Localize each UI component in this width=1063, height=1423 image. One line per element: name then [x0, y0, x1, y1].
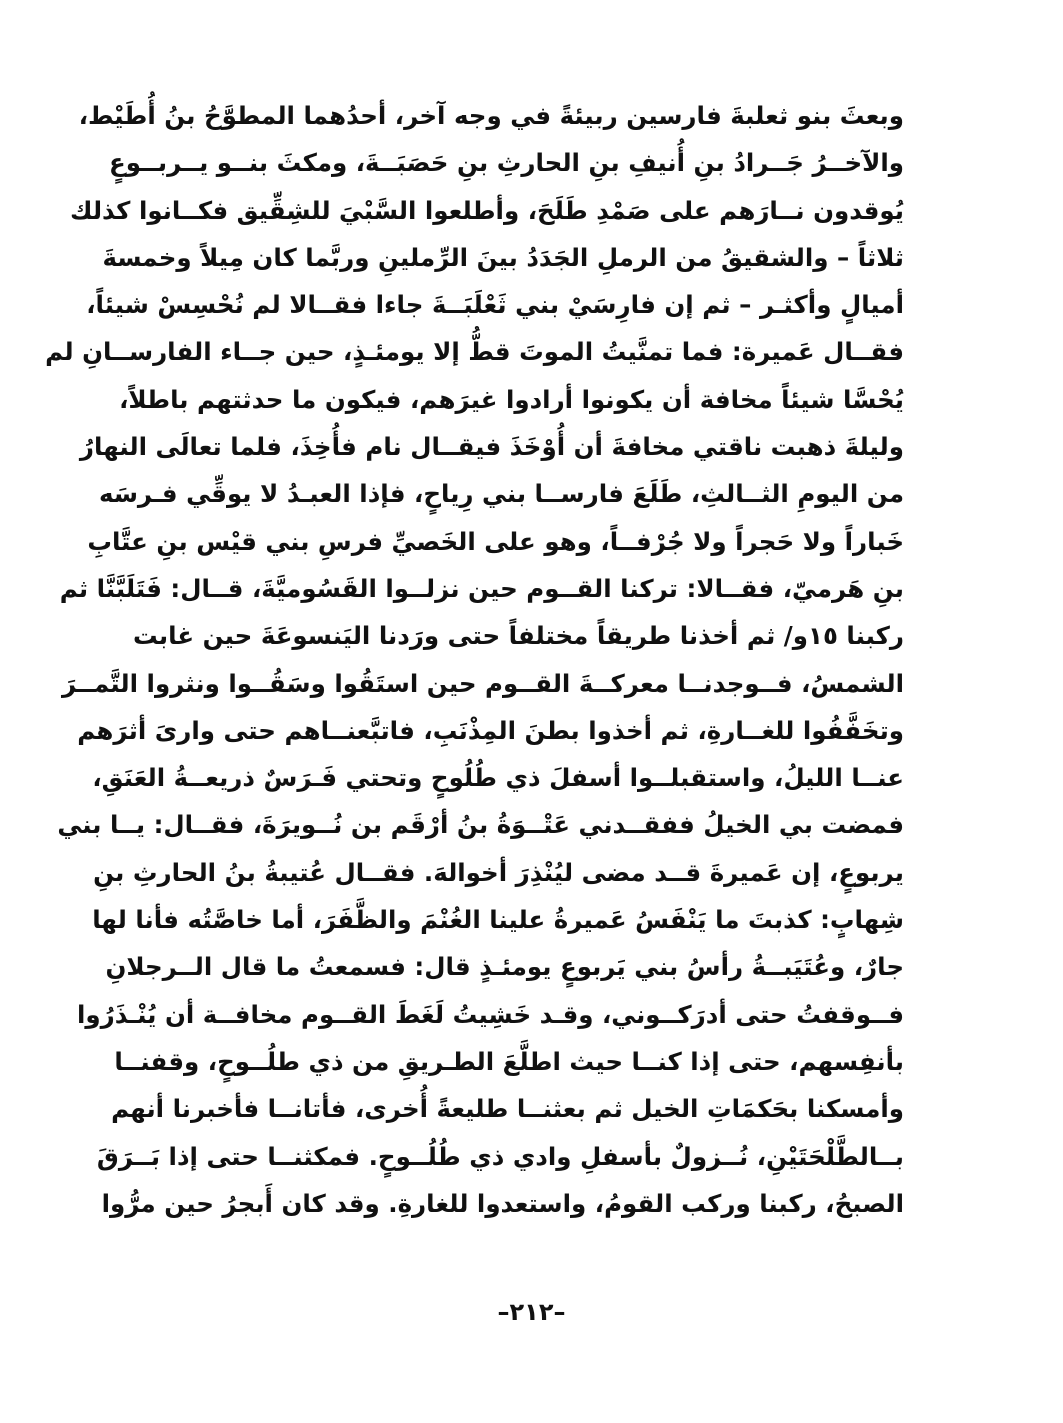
text-line: شِهابٍ: كذبتَ ما يَنْفَسُ عَميرةُ علينا الغُنْمَ والظَّفَرَ، أما خاصَّتُه فأنا لها	[92, 905, 904, 935]
page-number: –٢١٢–	[497, 1298, 566, 1326]
body-text	[45, 92, 904, 1227]
text-line: أميالٍ وأكثـر – ثم إن فارِسَيْ بني ثَعْلَبَــةَ جاءا فقــالا لم نُحْسِسْ شيئاً،	[86, 290, 904, 320]
text-line: وأمسكنا بحَكمَاتِ الخيل ثم بعثنــا طليعةً أُخرى، فأتانــا فأخبرنا أنهم	[111, 1094, 904, 1124]
text-line: من اليومِ الثــالثِ، طَلَعَ فارســا بني رِياحٍ، فإذا العبـدُ لا يوقِّي فـرسَه	[98, 479, 904, 509]
text-line: وليلةَ ذهبت ناقتي مخافةَ أن أُوْخَذَ فيقــال نام فأُخِذَ، فلما تعالَى النهارُ	[79, 432, 904, 462]
text-line: فقــال عَميرة: فما تمنَّيتُ الموتَ قطُّ إلا يومئـذٍ، حين جــاء الفارســانِ لم	[45, 337, 904, 367]
text-line: فــوقفتُ حتى أدرَكــوني، وقـد خَشِيتُ لَغَطَ القــوم مخافــة أن يُنْـذَرُوا	[76, 999, 904, 1029]
text-line: يُوقدون نــارَهم على صَمْدِ طَلَحَ، وأطلعوا السَّبْيَ للشِقِّيق فكــانوا كذلك	[70, 195, 904, 225]
text-line: وبعثَ بنو ثعلبةَ فارسين ربيئةً في وجه آخر، أحدُهما المطوَّحُ بنُ أُطَيْط،	[78, 101, 904, 130]
text-line: عنــا الليلُ، واستقبلــوا أسفلَ ذي طُلُوحٍ وتحتي فَـرَسٌ ذريعــةُ العَنَقِ،	[92, 763, 904, 793]
text-line: بنِ هَرميّ، فقــالا: تركنا القــوم حين نزلــوا القَسُوميَّةَ، قــال: فَتَلَبَّنَّا ثم	[59, 573, 904, 603]
text-line: جارٌ، وعُتَيَبــةُ رأسُ بني يَربوعٍ يومئـذٍ قال: فسمعتُ ما قال الــرجلانِ	[105, 952, 904, 982]
text-line: يُحْسَّا شيئاً مخافة أن يكونوا أرادوا غيرَهم، فيكون ما حدثتهم باطلاً،	[119, 384, 904, 414]
text-line: بأنفِسهم، حتى إذا كنــا حيث اطلَّعَ الطـريقِ من ذي طلُــوحٍ، وقفنــا	[114, 1046, 904, 1076]
text-line: ثلاثاً – والشقيقُ من الرملِ الجَدَدُ بينَ الرِّملينِ وربَّما كان مِيلاً وخمسةَ	[102, 242, 904, 272]
text-line: وتخَفَّفُوا للغــارةِ، ثم أخذوا بطنَ المِذْنَبِ، فاتبَّعنــاهم حتى وارىَ أثرَهم	[77, 715, 904, 745]
text-line: الصبحُ، ركبنا وركب القومُ، واستعدوا للغارةِ. وقد كان أَبجرُ حين مرُّوا	[101, 1188, 904, 1218]
text-line: والآخــرُ جَــرادُ بنِ أُنيفِ بنِ الحارثِ بنِ حَصَبَــةَ، ومكثَ بنــو يــربــوعٍ	[109, 148, 904, 178]
text-line: ركبنا ١٥و/ ثم أخذنا طريقاً مختلفاً حتى ورَدنا اليَنسوعَةَ حين غابت	[133, 621, 904, 651]
text-line: يربوعٍ، إن عَميرةَ قــد مضى ليُنْذِرَ أخوالهَ. فقــال عُتيبةُ بنُ الحارثِ بنِ	[93, 857, 904, 887]
text-line: خَباراً ولا حَجراً ولا جُرْفــاً، وهو على الخَصيِّ فرسِ بني قيْس بنِ عتَّابِ	[87, 526, 904, 556]
text-line: بــالطَّلْحَتَيْنِ، نُــزولٌ بأسفلِ وادي ذي طُلُــوحٍ. فمكثنــا حتى إذا بَــرَقَ	[96, 1141, 904, 1171]
text-line: الشمسُ، فــوجدنــا معركــةَ القــوم حين استَقُوا وسَقُــوا ونثروا التَّمــرَ	[62, 668, 904, 698]
text-line: فمضت بي الخيلُ ففقــدني عَتْــوَةُ بنُ أرْقَم بن نُــويرَةَ، فقــال: يــا بني	[57, 810, 904, 840]
